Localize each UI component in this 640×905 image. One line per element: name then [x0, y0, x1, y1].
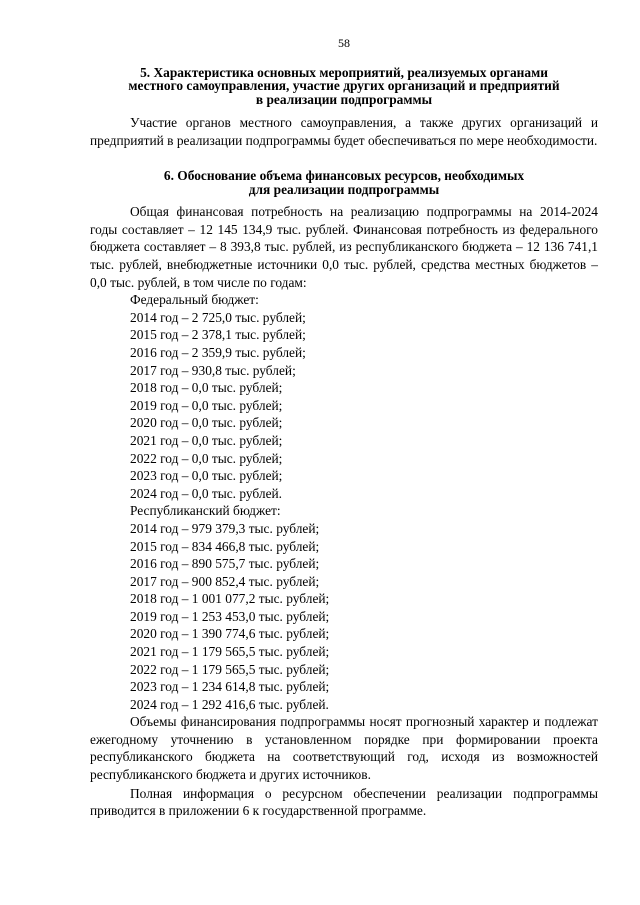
section-6	[90, 169, 598, 819]
republican-budget-year-list	[90, 520, 598, 714]
closing-note-paragraph: Полная информация о ресурсном обеспечении реализации подпрограммы приводится в приложении 6 к государственной программе.	[90, 786, 598, 819]
republican-budget-block	[90, 502, 598, 713]
federal-year-item: 2017 год – 930,8 тыс. рублей;	[130, 362, 296, 378]
page-number: 58	[338, 36, 350, 50]
section-6-heading	[90, 169, 598, 196]
federal-year-item: 2024 год – 0,0 тыс. рублей.	[130, 485, 283, 501]
republican-year-item: 2020 год – 1 390 774,6 тыс. рублей;	[130, 626, 330, 642]
forecast-note-paragraph: Объемы финансирования подпрограммы носят прогнозный характер и подлежат ежегодному уточнению в установленном порядке при формировании проекта республиканского бюджета на соответствующий год, исходя из возможностей республиканского бюджета и других источников.	[90, 714, 598, 782]
republican-year-item: 2014 год – 979 379,3 тыс. рублей;	[130, 520, 320, 536]
section-5	[90, 66, 598, 149]
section-5-heading-line: 5. Характеристика основных мероприятий, реализуемых органами	[140, 65, 548, 80]
section-5-heading-line: в реализации подпрограммы	[255, 91, 433, 107]
financing-intro-paragraph: Общая финансовая потребность на реализацию подпрограммы на 2014-2024 годы составляет – 12 145 134,9 тыс. рублей. Финансовая потребность из федерального бюджета составляет – 8 393,8 тыс. рублей, из республиканского бюджета – 12 136 741,1 тыс. рублей, внебюджетные источники 0,0 тыс. рублей, средства местных бюджетов – 0,0 тыс. рублей, в том числе по годам:	[90, 204, 598, 290]
section-5-heading-line: местного самоуправления, участие других организаций и предприятий	[128, 78, 560, 94]
section-6-heading-line: для реализации подпрограммы	[248, 181, 440, 197]
section-5-paragraph: Участие органов местного самоуправления, а также других организаций и предприятий в реализации подпрограммы будет обеспечиваться по мере необходимости.	[90, 115, 598, 148]
federal-year-item: 2015 год – 2 378,1 тыс. рублей;	[130, 327, 306, 343]
federal-year-item: 2019 год – 0,0 тыс. рублей;	[130, 397, 283, 413]
republican-year-item: 2016 год – 890 575,7 тыс. рублей;	[130, 556, 320, 572]
federal-budget-label: Федеральный бюджет:	[130, 292, 259, 308]
federal-year-item: 2018 год – 0,0 тыс. рублей;	[130, 380, 283, 396]
federal-year-item: 2016 год – 2 359,9 тыс. рублей;	[130, 344, 306, 360]
republican-year-item: 2015 год – 834 466,8 тыс. рублей;	[130, 538, 320, 554]
section-6-heading-line: 6. Обоснование объема финансовых ресурсов, необходимых	[163, 168, 525, 184]
republican-year-item: 2021 год – 1 179 565,5 тыс. рублей;	[130, 644, 330, 660]
republican-year-item: 2018 год – 1 001 077,2 тыс. рублей;	[130, 591, 330, 607]
federal-year-item: 2022 год – 0,0 тыс. рублей;	[130, 450, 283, 466]
section-5-heading	[90, 66, 598, 106]
republican-year-item: 2023 год – 1 234 614,8 тыс. рублей;	[130, 679, 330, 695]
document-page	[90, 36, 598, 820]
republican-year-item: 2017 год – 900 852,4 тыс. рублей;	[130, 573, 320, 589]
federal-budget-year-list	[90, 309, 598, 503]
republican-year-item: 2024 год – 1 292 416,6 тыс. рублей.	[130, 696, 329, 712]
federal-budget-block	[90, 291, 598, 502]
federal-year-item: 2020 год – 0,0 тыс. рублей;	[130, 415, 283, 431]
federal-year-item: 2014 год – 2 725,0 тыс. рублей;	[130, 309, 306, 325]
republican-year-item: 2019 год – 1 253 453,0 тыс. рублей;	[130, 608, 330, 624]
federal-year-item: 2023 год – 0,0 тыс. рублей;	[130, 468, 283, 484]
federal-year-item: 2021 год – 0,0 тыс. рублей;	[130, 432, 283, 448]
republican-year-item: 2022 год – 1 179 565,5 тыс. рублей;	[130, 661, 330, 677]
republican-budget-label: Республиканский бюджет:	[130, 503, 281, 519]
